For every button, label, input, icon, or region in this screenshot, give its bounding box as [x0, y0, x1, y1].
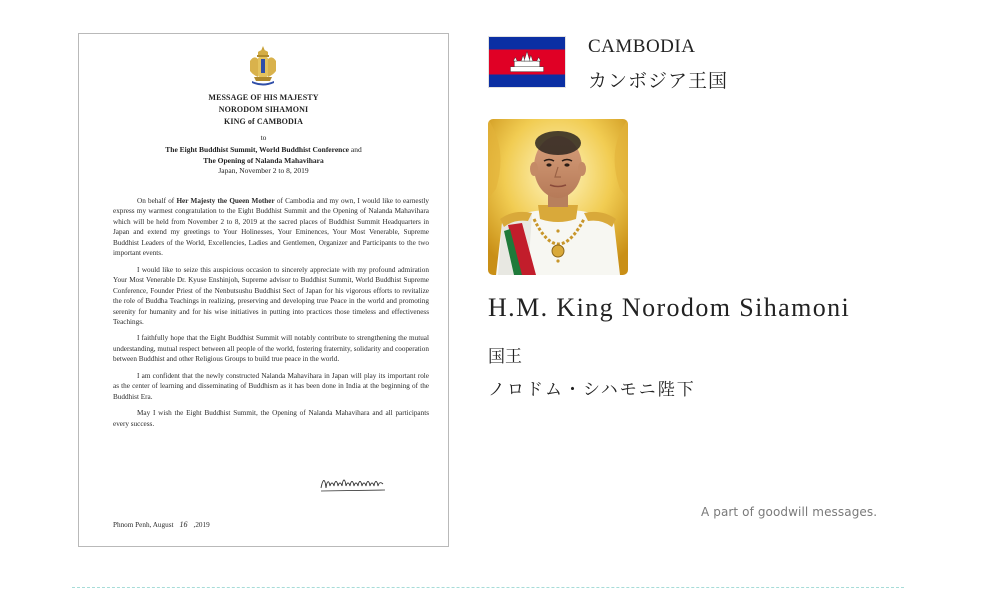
bottom-divider — [72, 587, 904, 588]
paragraph: I would like to seize this auspicious occasion to sincerely appreciate with my profound admiration Your Most Venerable Dr. Kyuse Enshinjoh, Supreme advisor to Buddhist Summit, World Buddhist Supreme Conference, Founder Priest of the Nenbutsushu Buddhist Sect of Japan for his vigorous efforts to revitalize the role of Buddha Teachings in realizing, preserving and developing true Peace in the world and promoting serenity for humanity and for his wise initiatives in putting into practices those timeless and effectiveness Teachings. — [113, 265, 429, 326]
royal-signature — [319, 474, 389, 494]
goodwill-caption: A part of goodwill messages. — [701, 505, 878, 519]
event-title — [89, 145, 438, 177]
letter-dateline — [113, 520, 210, 529]
paragraph: May I wish the Eight Buddhist Summit, the Opening of Nalanda Mahavihara and all participants every success. — [113, 409, 429, 428]
event-and: and — [349, 145, 362, 154]
heading-line: MESSAGE OF HIS MAJESTY — [208, 93, 319, 102]
letter-to: to — [260, 133, 267, 142]
event-line — [89, 145, 438, 156]
heading-line: NORODOM SIHAMONI — [218, 105, 309, 114]
heading-line: KING of CAMBODIA — [224, 117, 303, 126]
date-year: ,2019 — [193, 521, 210, 529]
letter-heading — [89, 92, 438, 128]
paragraph: I am confident that the newly constructed Nalanda Mahavihara in Japan will play its important role as the center of learning and disseminating of Buddhism as it has been done in India at the beginning of the Buddhist Era. — [113, 371, 429, 401]
country-name-en: CAMBODIA — [588, 36, 696, 57]
event-line — [89, 156, 438, 167]
event-name-2: The Opening of Nalanda Mahavihara — [203, 155, 324, 165]
country-name-ja: カンボジア王国 — [588, 70, 729, 92]
paragraph — [113, 196, 429, 259]
king-portrait — [488, 119, 628, 275]
date-prefix: Phnom Penh, August — [113, 521, 174, 529]
paragraph: I faithfully hope that the Eight Buddhist Summit will notably contribute to strengthening the mutual understanding, mutual respect between all people of the world, fostering fraternity, solidarity and cooperation between Buddhist and other Religious Groups to build true peace in the world. — [113, 334, 429, 364]
event-date: Japan, November 2 to 8, 2019 — [218, 166, 309, 176]
letter-body — [113, 196, 429, 435]
royal-message-letter — [78, 33, 449, 547]
paragraph-bold: Her Majesty the Queen Mother — [176, 197, 275, 205]
king-name-ja: ノロドム・シハモニ陛下 — [488, 380, 696, 400]
date-day: 16 — [179, 520, 188, 529]
paragraph-text: On behalf of — [137, 197, 177, 205]
event-name: The Eight Buddhist Summit, World Buddhist Conference — [165, 145, 349, 154]
cambodia-flag-icon — [488, 36, 566, 88]
paragraph-text: of Cambodia and my own, I would like to earnestly express my warmest congratulation to the Eight Buddhist Summit and the Opening of Nalanda Mahavihara which will be held from November 2 to 8, 2019 at the sacred places of Buddhist Summit Headquarters in Japan and extend my greetings to Your Holinesses, Your Eminences, Your Most Venerable, Supreme Buddhist Leaders of the World, Excellencies, Ladies and Gentlemen, Organizer and Participants to the two important events. — [113, 197, 429, 258]
king-name-en: H.M. King Norodom Sihamoni — [488, 293, 851, 322]
king-title-ja: 国王 — [488, 347, 522, 367]
royal-crest-icon — [246, 45, 280, 87]
